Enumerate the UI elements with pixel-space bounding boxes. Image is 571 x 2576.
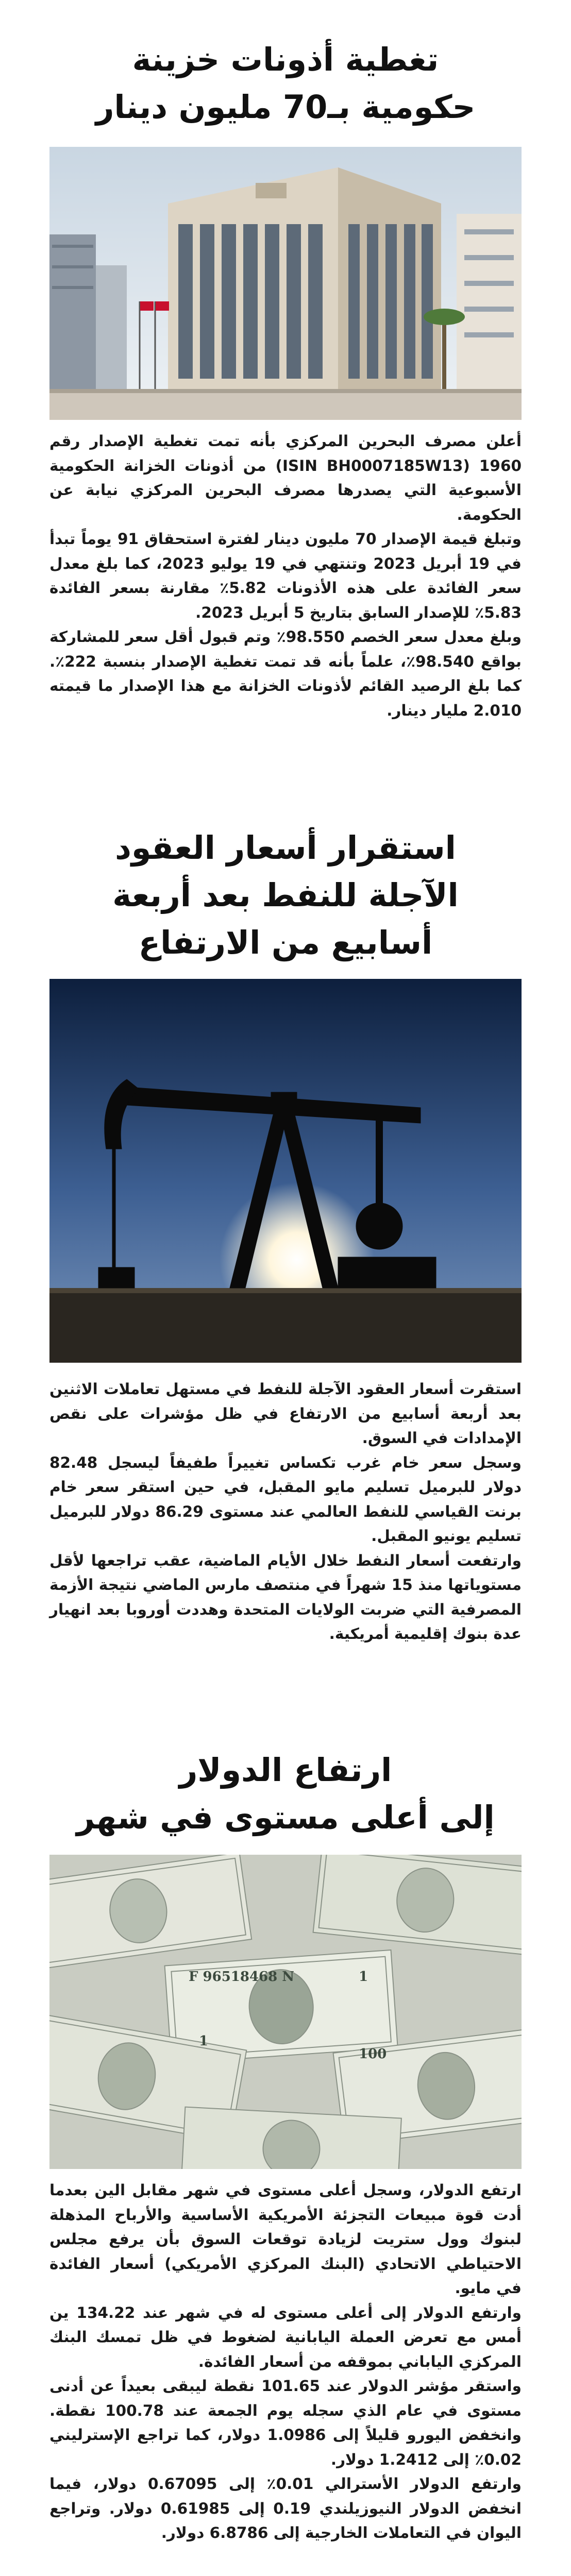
article-paragraph: وارتفع الدولار إلى أعلى مستوى له في شهر عند 134.22 ين أمس مع تعرض العملة اليابانية لضغوط في ظل تمسك البنك المركزي الياباني بموقفه من أسعار الفائدة. <box>49 2303 522 2370</box>
article-paragraph: وبلغ معدل سعر الخصم 98.550٪ وتم قبول أقل سعر للمشاركة بواقع 98.540٪، علماً بأنه قد تمت تغطية الإصدار بنسبة 222٪. كما بلغ الرصيد القائم لأذونات الخزانة مع هذا الإصدار ما قيمته 2.010 مليار دينار. <box>49 628 522 719</box>
article-paragraph: وارتفع الدولار الأسترالي 0.01٪ إلى 0.67095 دولار، فيما انخفض الدولار النيوزيلندي 0.19 إلى 0.61985 دولار. وتراجع اليوان في التعاملات الخارجية إلى 6.8786 دولار. <box>49 2475 522 2541</box>
article-paragraph: وسجل سعر خام غرب تكساس تغييراً طفيفاً ليسجل 82.48 دولار للبرميل تسليم مايو المقبل، في حين استقر سعر خام برنت القياسي للنفط العالمي عند مستوى 86.29 دولار للبرميل تسليم يونيو المقبل. <box>49 1453 522 1545</box>
headline-line: أسابيع من الارتفاع <box>138 924 433 961</box>
article-paragraph: واستقر مؤشر الدولار عند 101.65 نقطة ليبقى بعيداً عن أدنى مستوى في عام الذي سجله يوم الجمعة عند 100.78 نقطة. وانخفض اليورو قليلاً إلى 1.0986 دولار، كما تراجع الإسترليني 0.02٪ إلى 1.2412 دولار. <box>49 2377 522 2468</box>
article-body <box>49 429 522 723</box>
article-paragraph: أعلن مصرف البحرين المركزي بأنه تمت تغطية الإصدار رقم 1960 (ISIN BH0007185W13) من أذونات الخزانة الحكومية الأسبوعية التي يصدرها مصرف البحرين المركزي نيابة عن الحكومة. <box>49 432 522 523</box>
headline-oil-futures <box>31 824 540 967</box>
headline-line: إلى أعلى مستوى في شهر <box>76 1799 495 1836</box>
headline-dollar <box>31 1747 540 1841</box>
article-paragraph: وارتفعت أسعار النفط خلال الأيام الماضية، عقب تراجعها لأقل مستوياتها منذ 15 شهراً في منتصف مارس الماضي نتيجة الأزمة المصرفية التي ضربت الولايات المتحدة وهددت أوروبا بعد انهيار عدة بنوك إقليمية أمريكية. <box>49 1551 522 1642</box>
svg-text:1: 1 <box>199 2033 209 2049</box>
headline-line: استقرار أسعار العقود <box>115 829 456 867</box>
dollar-banknotes-photo <box>49 1855 522 2169</box>
headline-line: تغطية أذونات خزينة <box>132 41 439 78</box>
headline-line: ارتفاع الدولار <box>179 1751 392 1789</box>
article-body <box>49 1377 522 1647</box>
headline-line: حكومية بـ70 مليون دينار <box>95 88 476 126</box>
headline-line: الآجلة للنفط بعد أربعة <box>112 876 459 914</box>
article-paragraph: ارتفع الدولار، وسجل أعلى مستوى في شهر مقابل الين بعدما أدت قوة مبيعات التجزئة الأمريكية الأساسية والأرباح المذهلة لبنوك وول ستريت لزيادة توقعات السوق بأن يرفع مجلس الاحتياطي الاتحادي (البنك المركزي الأمريكي) أسعار الفائدة في مايو. <box>49 2181 522 2297</box>
headline-treasury-bills <box>31 36 540 131</box>
article-body <box>49 2178 522 2546</box>
bank-building-photo <box>49 147 522 420</box>
article-paragraph: وتبلغ قيمة الإصدار 70 مليون دينار لفترة استحقاق 91 يوماً تبدأ في 19 أبريل 2023 وتنتهي في 19 يوليو 2023، كما بلغ معدل سعر الفائدة على هذه الأذونات 5.82٪ مقارنة بسعر الفائدة 5.83٪ للإصدار السابق بتاريخ 5 أبريل 2023. <box>49 530 522 621</box>
oil-pump-jack-photo <box>49 979 522 1363</box>
article-paragraph: استقرت أسعار العقود الآجلة للنفط في مستهل تعاملات الاثنين بعد أربعة أسابيع من الارتفاع في ظل مؤشرات على نقص الإمدادات في السوق. <box>49 1380 522 1447</box>
svg-text:100: 100 <box>359 2046 387 2062</box>
svg-text:1: 1 <box>359 1969 368 1985</box>
svg-text:F 96518468 N: F 96518468 N <box>189 1969 295 1985</box>
